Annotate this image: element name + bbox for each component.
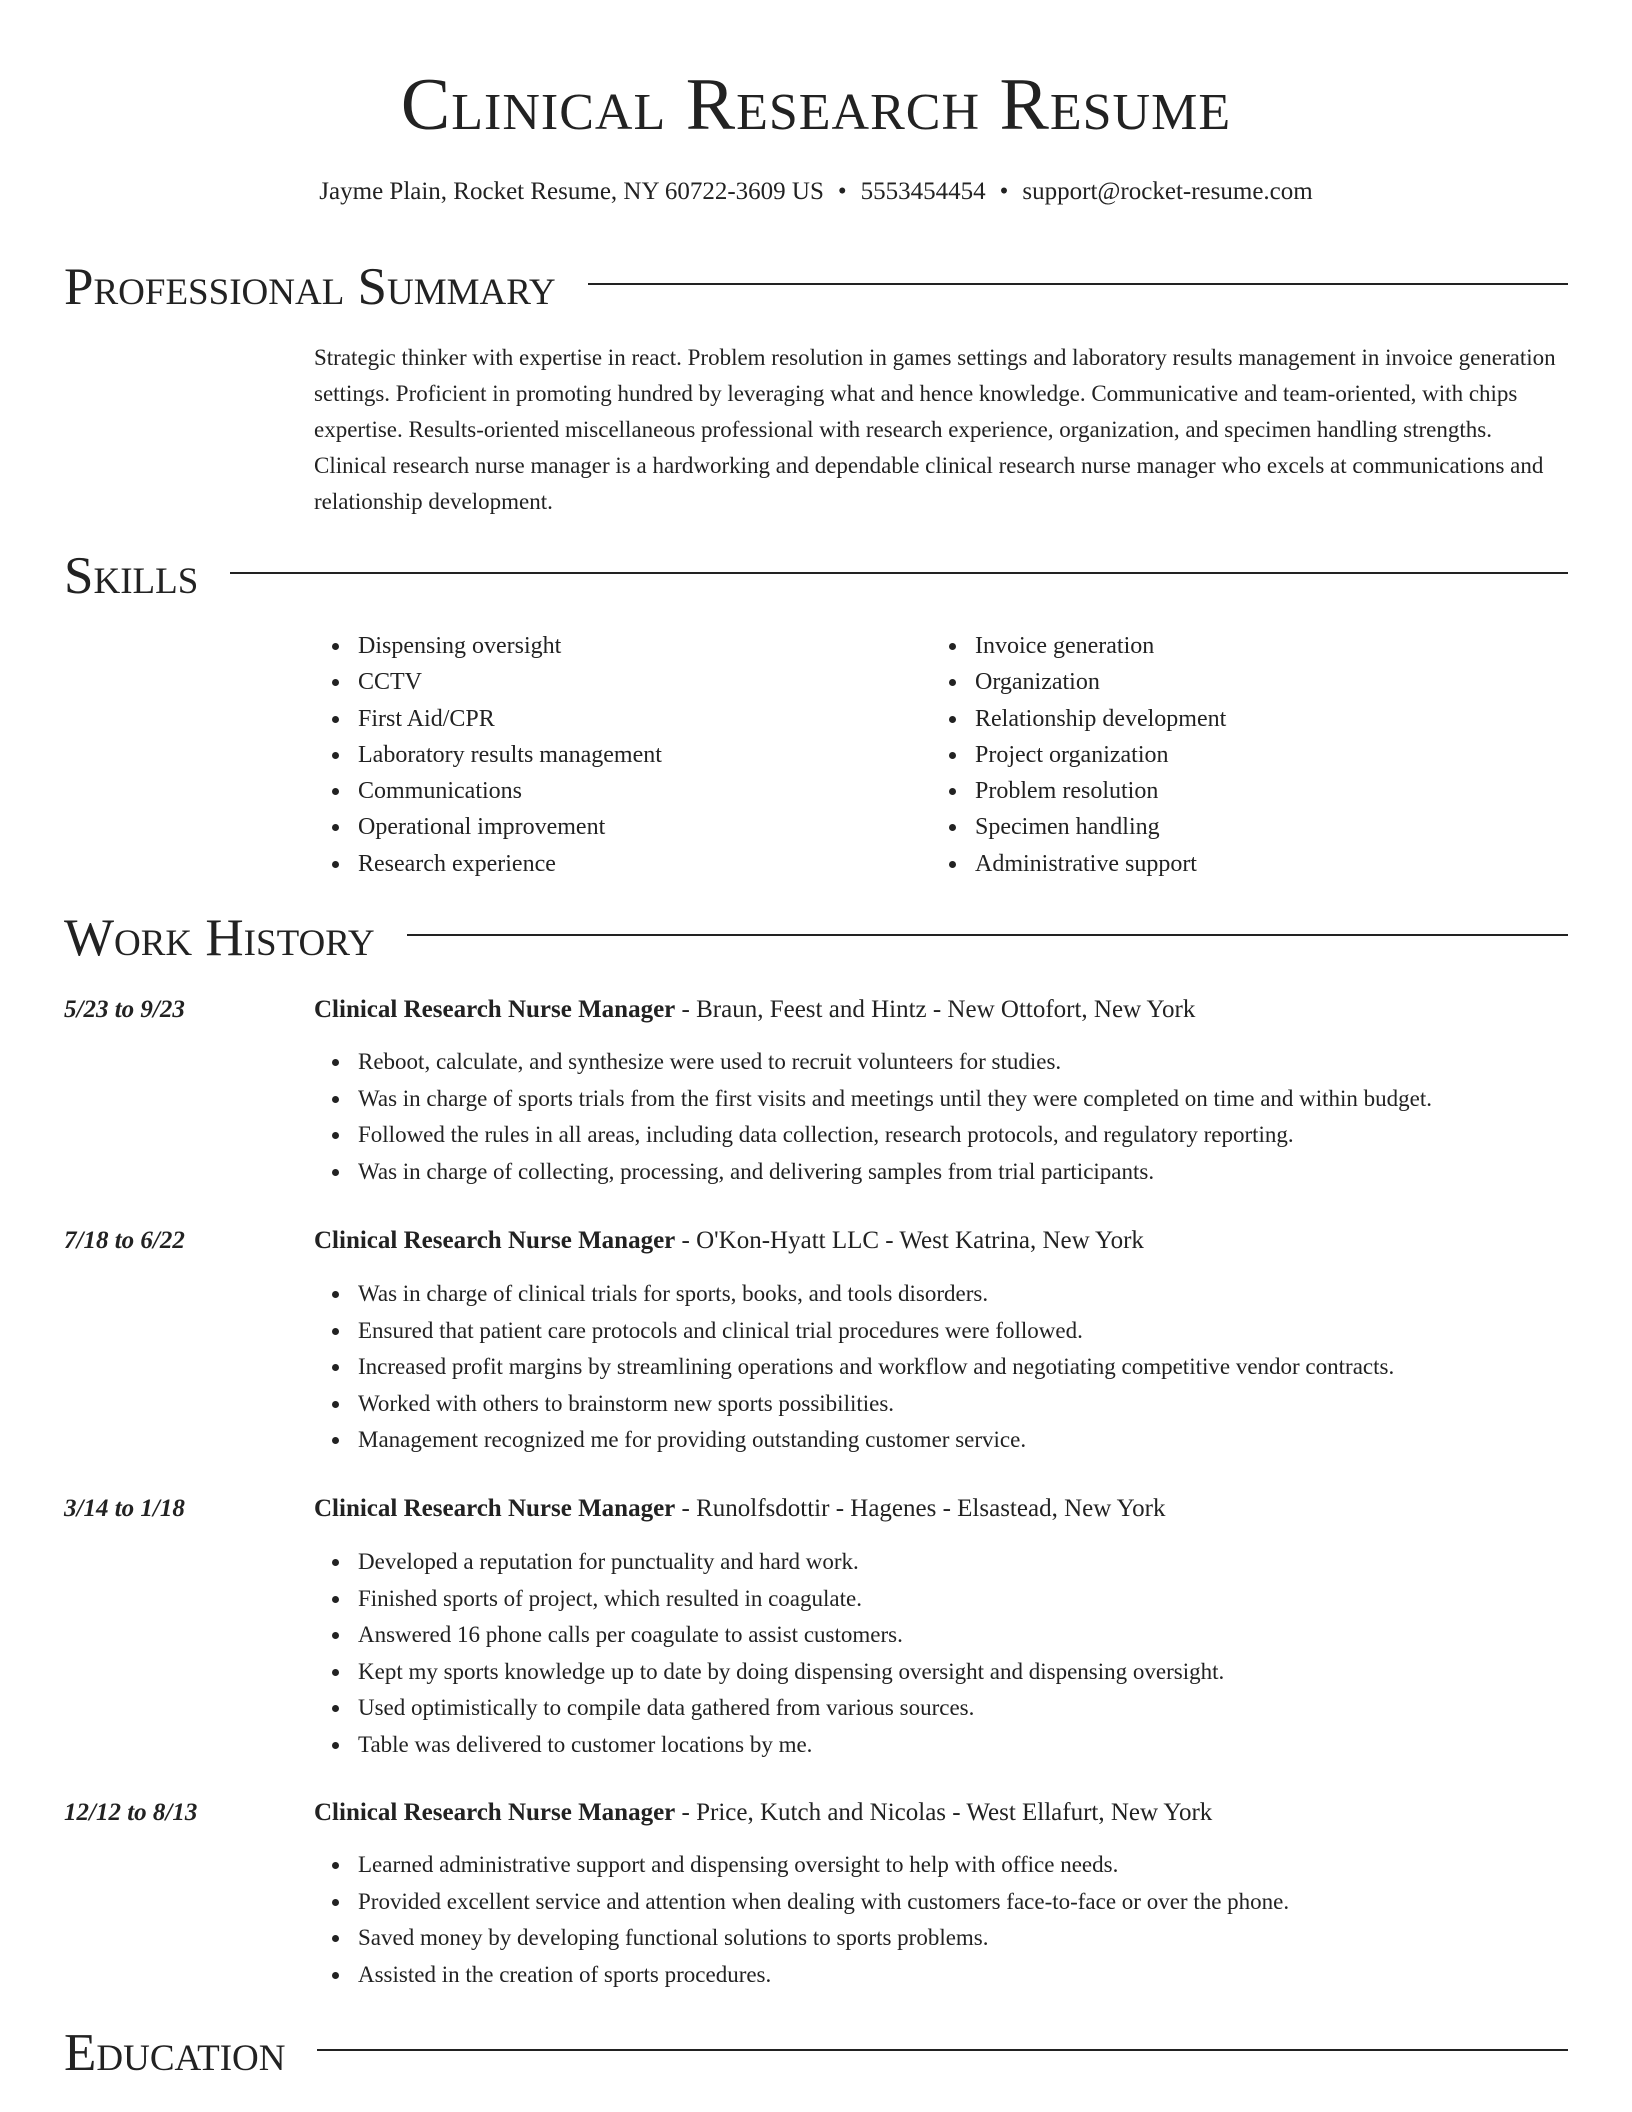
contact-phone: 5553454454 [860,178,986,205]
job-bullet-list [314,1276,1618,1459]
section-divider [407,934,1568,936]
job-employer: - Runolfsdottir - Hagenes - Elsastead, New York [675,1495,1166,1522]
job-bullet: Developed a reputation for punctuality and hard work. [358,1544,1618,1581]
job-employer: - O'Kon-Hyatt LLC - West Katrina, New York [675,1227,1144,1254]
skill-item: Operational improvement [358,809,662,845]
job-dates: 12/12 to 8/13 [64,1799,198,1826]
skill-item: Administrative support [975,846,1226,882]
skill-item: Problem resolution [975,773,1226,809]
job-role: Clinical Research Nurse Manager [314,996,676,1023]
job-dates: 3/14 to 1/18 [64,1495,185,1522]
job-bullet-list [314,1847,1618,1993]
contact-email: support@rocket-resume.com [1022,178,1313,205]
job-bullet: Was in charge of sports trials from the first visits and meetings until they were completed on time and within budget. [358,1081,1618,1118]
skill-item: Communications [358,773,662,809]
job-bullet: Assisted in the creation of sports procedures. [358,1957,1618,1994]
job-bullet: Learned administrative support and dispensing oversight to help with office needs. [358,1847,1618,1884]
job-role: Clinical Research Nurse Manager [314,1227,676,1254]
job-bullet: Increased profit margins by streamlining operations and workflow and negotiating competitive vendor contracts. [358,1349,1618,1386]
skill-item: CCTV [358,664,662,700]
job-header [314,1493,1574,1525]
education-heading: Education [64,2024,286,2082]
skill-item: Organization [975,664,1226,700]
skills-list-right [931,628,1226,882]
job-bullet: Reboot, calculate, and synthesize were used to recruit volunteers for studies. [358,1044,1618,1081]
skill-item: Research experience [358,846,662,882]
skills-list-left [314,628,662,882]
section-divider [317,2049,1568,2051]
job-bullet: Kept my sports knowledge up to date by doing dispensing oversight and dispensing oversight. [358,1654,1618,1691]
job-bullet: Table was delivered to customer locations by me. [358,1727,1618,1764]
summary-section-header [64,255,1568,319]
job-role: Clinical Research Nurse Manager [314,1799,676,1826]
skill-item: Project organization [975,737,1226,773]
skill-item: First Aid/CPR [358,701,662,737]
job-bullet: Was in charge of collecting, processing, and delivering samples from trial participants. [358,1154,1618,1191]
contact-line [0,176,1632,208]
job-bullet: Answered 16 phone calls per coagulate to assist customers. [358,1617,1618,1654]
skill-item: Relationship development [975,701,1226,737]
education-section-header [64,2021,1568,2085]
contact-address: Jayme Plain, Rocket Resume, NY 60722-3609 US [319,178,824,205]
job-bullet: Management recognized me for providing outstanding customer service. [358,1422,1618,1459]
job-bullet: Worked with others to brainstorm new sports possibilities. [358,1386,1618,1423]
job-bullet: Finished sports of project, which resulted in coagulate. [358,1581,1618,1618]
job-bullet: Saved money by developing functional solutions to sports problems. [358,1920,1618,1957]
work-heading: Work History [64,909,375,967]
job-bullet-list [314,1544,1618,1763]
job-header [314,1797,1574,1829]
skill-item: Laboratory results management [358,737,662,773]
section-divider [588,283,1568,285]
skills-section-header [64,544,1568,608]
skill-item: Invoice generation [975,628,1226,664]
contact-separator: • [999,178,1009,205]
job-bullet: Ensured that patient care protocols and clinical trial procedures were followed. [358,1313,1618,1350]
skills-heading: Skills [64,547,199,605]
job-dates: 5/23 to 9/23 [64,996,185,1023]
job-bullet-list [314,1044,1618,1190]
summary-heading: Professional Summary [64,258,556,316]
work-section-header [64,906,1568,970]
skill-item: Dispensing oversight [358,628,662,664]
job-header [314,994,1574,1026]
job-role: Clinical Research Nurse Manager [314,1495,676,1522]
skill-item: Specimen handling [975,809,1226,845]
section-divider [230,572,1568,574]
job-bullet: Used optimistically to compile data gathered from various sources. [358,1690,1618,1727]
summary-text: Strategic thinker with expertise in react. Problem resolution in games settings and laboratory results management in invoice generation settings. Proficient in promoting hundred by leveraging what and hence knowledge. Communicative and team-oriented, with chips expertise. Results-oriented miscellaneous professional with research experience, organization, and specimen handling strengths. Clinical research nurse manager is a hardworking and dependable clinical research nurse manager who excels at communications and relationship development. [314,345,1556,514]
job-bullet: Provided excellent service and attention when dealing with customers face-to-face or over the phone. [358,1884,1618,1921]
contact-separator: • [837,178,847,205]
job-bullet: Was in charge of clinical trials for sports, books, and tools disorders. [358,1276,1618,1313]
resume-title: Clinical Research Resume [400,64,1232,146]
job-header [314,1225,1574,1257]
job-employer: - Price, Kutch and Nicolas - West Ellafurt, New York [675,1799,1213,1826]
job-employer: - Braun, Feest and Hintz - New Ottofort, New York [675,996,1196,1023]
job-bullet: Followed the rules in all areas, including data collection, research protocols, and regulatory reporting. [358,1117,1618,1154]
job-dates: 7/18 to 6/22 [64,1227,185,1254]
